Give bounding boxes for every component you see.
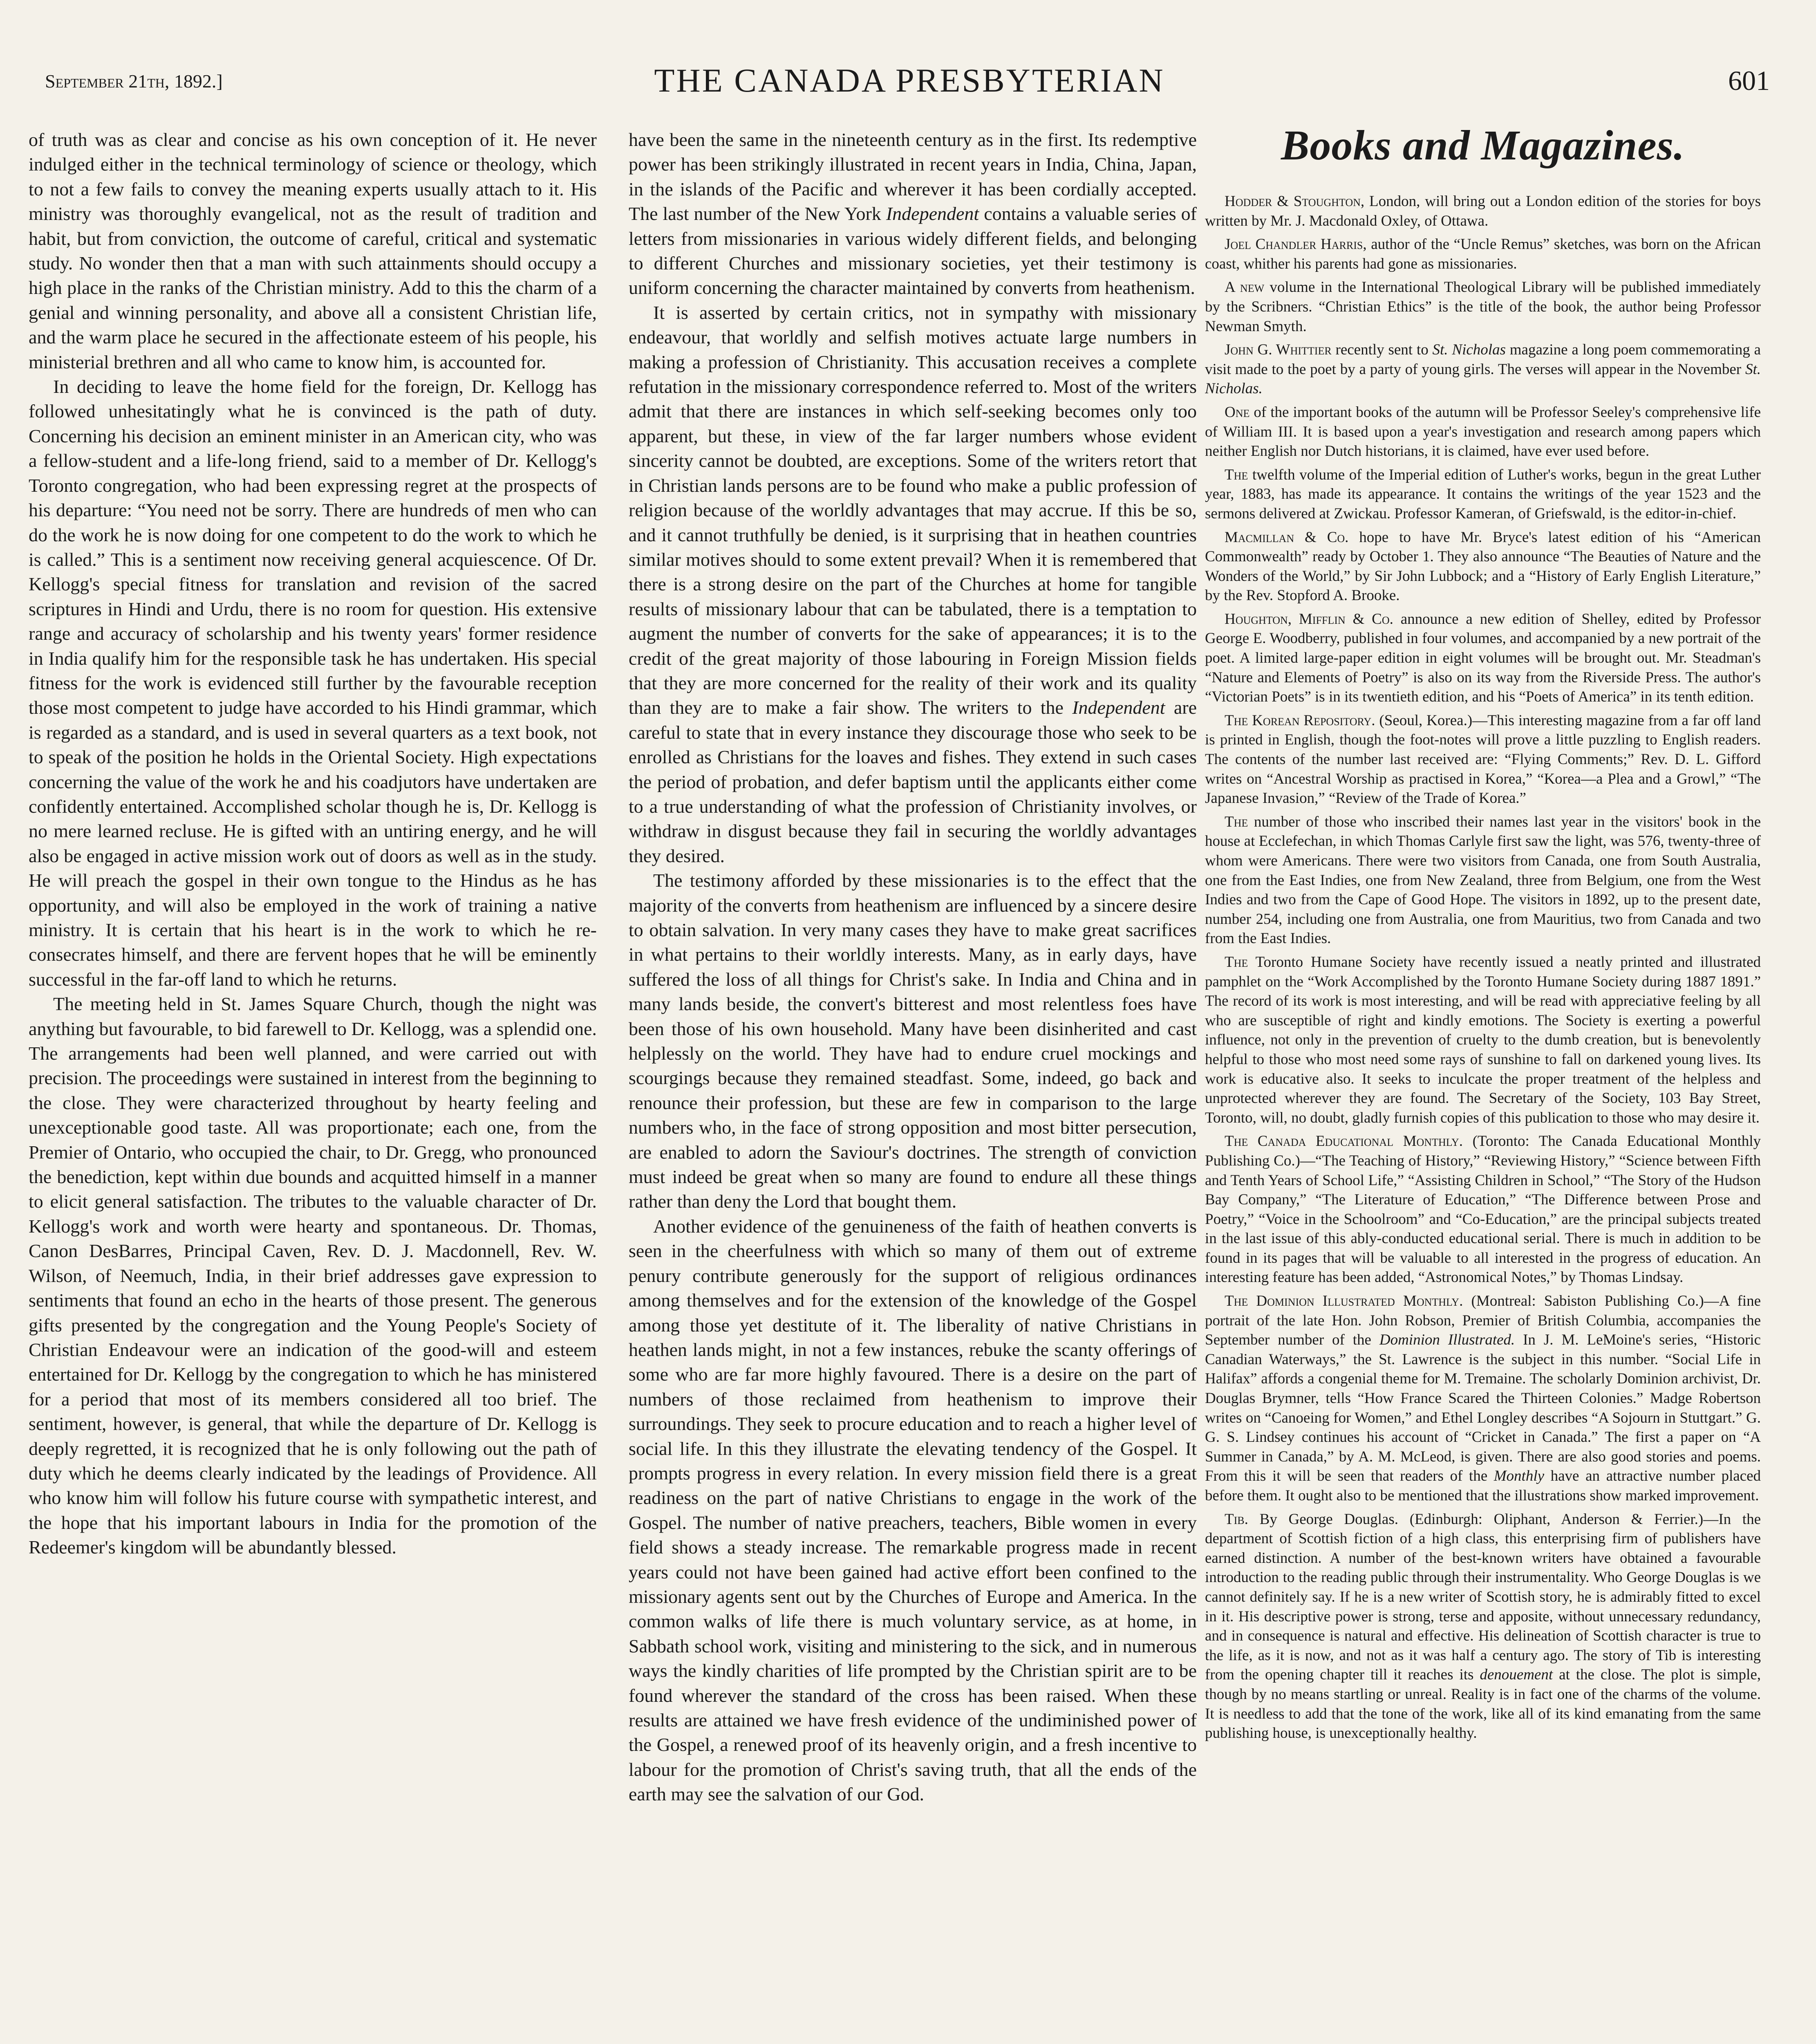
news-item: One of the important books of the autumn will be Professor Seeley's comprehensive life of William III. It is based upon a year's investigation and research among papers which neither English nor Dutch historians, it is claimed, have ever used before. xyxy=(1205,403,1761,460)
column-middle xyxy=(629,128,1197,2044)
news-item: The Dominion Illustrated Monthly. (Montreal: Sabiston Publishing Co.)—A fine portrait of the late Hon. John Robson, Premier of British Columbia, accompanies the September number of the Dominion Illustrated. In J. M. LeMoine's series, “Historic Canadian Waterways,” the St. Lawrence is the subject in this number. “Social Life in Halifax” affords a congenial theme for M. Tremaine. The scholarly Dominion archivist, Dr. Douglas Brymner, tells “How France Scared the Thirteen Colonies.” Madge Robertson writes on “Canoeing for Women,” and Ethel Longley describes “A Sojourn in Stuttgart.” G. G. S. Lindsey continues his account of “Cricket in Canada.” The first a paper on “A Summer in Canada,” by A. M. McLeod, is given. There are also good stories and poems. From this it will be seen that readers of the Monthly have an attractive number placed before them. It ought also to be mentioned that the illustrations show marked improvement. xyxy=(1205,1293,1761,1504)
news-item: The number of those who inscribed their names last year in the visitors' book in the house at Ecclefechan, in which Thomas Carlyle first saw the light, was 576, twenty-three of whom were Americans. There were two visitors from Canada, one from South Australia, one from the East Indies, one from New Zealand, three from Belgium, one from the West Indies and two from the Cape of Good Hope. The visitors in 1892, up to the present date, number 254, including one from Australia, one from Mauritius, two from Canada and two from the East Indies. xyxy=(1205,813,1761,947)
news-item: John G. Whittier recently sent to St. Nicholas magazine a long poem commemorating a visit made to the poet by a party of young girls. The verses will appear in the November St. Nicholas. xyxy=(1205,341,1761,397)
news-item: The Korean Repository. (Seoul, Korea.)—This interesting magazine from a far off land is printed in English, though the foot-notes will prove a little puzzling to English readers. The contents of the number last received are: “Flying Comments;” Rev. D. L. Gifford writes on “Ancestral Worship as practised in Korea,” “Korea—a Plea and a Growl,” “The Japanese Invasion,” “Review of the Trade of Korea.” xyxy=(1205,712,1761,807)
news-item: The twelfth volume of the Imperial edition of Luther's works, begun in the great Luther year, 1883, has made its appearance. It contains the writings of the year 1523 and the sermons delivered at Zwickau. Professor Kameran, of Griefswald, is the editor-in-chief. xyxy=(1205,466,1761,522)
article-paragraph: In deciding to leave the home field for the foreign, Dr. Kellogg has followed unhesitatingly what he is convinced is the path of duty. Concerning his decision an eminent minister in an American city, who was a fellow-student and a life-long friend, said to a member of Dr. Kellogg's Toronto congregation, who had been expressing regret at the prospects of his departure: “You need not be sorry. There are hundreds of men who can do the work he is now doing for one competent to do the work to which he is called.” This is a sentiment now receiving general acquiescence. Of Dr. Kellogg's special fitness for translation and revision of the sacred scriptures in Hindi and Urdu, there is no room for question. His extensive range and accuracy of scholarship and his twenty years' former residence in India qualify him for the responsible task he has undertaken. His special fitness for the work is evidenced still further by the favourable reception those most competent to judge have accorded to his Hindi grammar, which is regarded as a standard, and is used in several quarters as a text book, not to speak of the position he holds in the Oriental Society. High expectations concerning the value of the work he and his coadjutors have undertaken are confidently entertained. Accomplished scholar though he is, Dr. Kellogg is no mere learned recluse. He is gifted with an untiring energy, and he will also be engaged in active mission work out of doors as well as in the study. He will preach the gospel in their own tongue to the Hindus as he has opportunity, and will also be employed in the work of training a native ministry. It is certain that his heart is in the work to which he re-consecrates himself, and there are fervent hopes that he will be eminently successful in the far-off land to which he returns. xyxy=(29,376,597,990)
news-item: The Canada Educational Monthly. (Toronto: The Canada Educational Monthly Publishing Co.)—“The Teaching of History,” “Reviewing History,” “Science between Fifth and Tenth Years of School Life,” “Assisting Children in School,” “The Story of the Hudson Bay Company,” “The Literature of Education,” “The Difference between Prose and Poetry,” “Voice in the Schoolroom” and “Co-Education,” are the principal subjects treated in the last issue of this ably-conducted educational serial. There is much in addition to be found in its pages that will be valuable to all interested in the progress of education. An interesting feature has been added, “Astronomical Notes,” by Thomas Lindsay. xyxy=(1205,1133,1761,1286)
issue-date: September 21th, 1892.] xyxy=(45,71,223,92)
page-number: 601 xyxy=(1728,65,1770,96)
books-magazines-title: Books and Magazines. xyxy=(1281,122,1685,169)
news-item: Houghton, Mifflin & Co. announce a new edition of Shelley, edited by Professor George E. Woodberry, published in four volumes, and accompanied by a new portrait of the poet. A limited large-paper edition in eight volumes will be brought out. Mr. Steadman's “Nature and Elements of Poetry” is also on its way from the Riverside Press. The author's “Victorian Poets” is in its twentieth edition, and his “Poets of America” in its tenth edition. xyxy=(1205,610,1761,706)
article-paragraph: It is asserted by certain critics, not in sympathy with missionary endeavour, that worldly and selfish motives actuate large numbers in making a profession of Christianity. This accusation receives a complete refutation in the missionary correspondence referred to. Most of the writers admit that there are instances in which self-seeking becomes only too apparent, but these, in view of the far larger numbers whose evident sincerity cannot be doubted, are exceptions. Some of the writers retort that in Christian lands persons are to be found who make a public profession of religion because of the worldly advantages that may accrue. If this be so, and it cannot truthfully be denied, is it surprising that in heathen countries similar motives should to some extent prevail? When it is remembered that there is a strong desire on the part of the Churches at home for tangible results of missionary labour that can be tabulated, there is a temptation to augment the number of converts for the sake of appearances; it is to the credit of the great majority of those labouring in Foreign Mission fields that they are more concerned for the reality of their work and its quality than they are to make a fair show. The writers to the Independent are careful to state that in every instance they discourage those who seek to be enrolled as Christians for the loaves and fishes. They extend in such cases the period of probation, and defer baptism until the applicants either come to a true understanding of what the profession of Christianity involves, or withdraw in disgust because they fail in securing the worldly advantages they desired. xyxy=(629,302,1197,866)
news-item: A new volume in the International Theological Library will be published immediately by the Scribners. “Christian Ethics” is the title of the book, the author being Professor Newman Smyth. xyxy=(1205,279,1761,335)
page-header xyxy=(41,61,1778,102)
column-right xyxy=(1205,119,1761,2044)
news-item: The Toronto Humane Society have recently issued a neatly printed and illustrated pamphlet on the “Work Accomplished by the Toronto Humane Society during 1887 1891.” The record of its work is most interesting, and will be read with appreciative feeling by all who are susceptible of right and kindly emotions. The Society is exerting a powerful influence, not only in the prevention of cruelty to the dumb creation, but is benevolently helpful to those who most need some rays of sunshine to fall on darkened young lives. Its work is educative also. It seeks to inculcate the proper treatment of the helpless and unprotected wherever they are found. The Secretary of the Society, 103 Bay Street, Toronto, will, no doubt, gladly furnish copies of this publication to those who may desire it. xyxy=(1205,953,1761,1126)
article-paragraph: Another evidence of the genuineness of the faith of heathen converts is seen in the cheerfulness with which so many of them out of extreme penury contribute generously for the support of religious ordinances among themselves and for the extension of the knowledge of the Gospel among those yet destitute of it. The liberality of native Christians in heathen lands might, in not a few instances, rebuke the scanty offerings of some who are far more highly favoured. There is a desire on the part of numbers of those reclaimed from heathenism to improve their surroundings. They seek to procure education and to reach a higher level of social life. In this they illustrate the elevating tendency of the Gospel. It prompts progress in every relation. In every mission field there is a great readiness on the part of native Christians to engage in the work of the Gospel. The number of native preachers, teachers, Bible women in every field shows a steady increase. The remarkable progress made in recent years could not have been gained had active effort been confined to the missionary agents sent out by the Churches of Europe and America. In the common walks of life there is much voluntary service, as at home, in Sabbath school work, visiting and ministering to the sick, and in numerous ways the kindly charities of life prompted by the Christian spirit are to be found wherever the standard of the cross has been raised. When these results are attained we have fresh evidence of the undiminished power of the Gospel, a renewed proof of its heavenly origin, and a fresh incentive to labour for the promotion of Christ's saving truth, that all the ends of the earth may see the salvation of our God. xyxy=(629,1215,1197,1805)
news-item: Joel Chandler Harris, author of the “Uncle Remus” sketches, was born on the African coast, whither his parents had gone as missionaries. xyxy=(1205,236,1761,272)
column-left xyxy=(29,128,597,2044)
article-paragraph: The testimony afforded by these missionaries is to the effect that the majority of the converts from heathenism are influenced by a sincere desire to obtain salvation. In very many cases they have to make great sacrifices in what pertains to their worldly interests. Many, as in early days, have suffered the loss of all things for Christ's sake. In India and China and in many lands beside, the convert's bitterest and most relentless foes have been those of his own household. Many have been disinherited and cast helplessly on the world. They have had to endure cruel mockings and scourgings because they remained steadfast. Some, indeed, go back and renounce their profession, but these are few in comparison to the large numbers who, in the face of strong opposition and most bitter persecution, are enabled to adorn the Saviour's doctrines. The strength of conviction must indeed be great when so many are found to endure all these things rather than deny the Lord that bought them. xyxy=(629,870,1197,1212)
news-item: Macmillan & Co. hope to have Mr. Bryce's latest edition of his “American Commonwealth” ready by October 1. They also announce “The Beauties of Nature and the Wonders of the World,” by Sir John Lubbock; and a “History of Early English Literature,” by the Rev. Stopford A. Brooke. xyxy=(1205,529,1761,604)
news-item: Tib. By George Douglas. (Edinburgh: Oliphant, Anderson & Ferrier.)—In the department of Scottish fiction of a high class, this enterprising firm of publishers have earned distinction. A number of the best-known writers have obtained a favourable introduction to the reading public through their instrumentality. Who George Douglas is we cannot definitely say. If he is a new writer of Scottish story, he is admirably fitted to excel in it. His descriptive power is strong, terse and apposite, without unnecessary redundancy, and in consequence is natural and effective. His delineation of Scottish character is true to the life, as it is now, and not as it was half a century ago. The story of Tib is interesting from the opening chapter till it reaches its denouement at the close. The plot is simple, though by no means startling or unreal. Reality is in fact one of the charms of the volume. It is needless to add that the tone of the work, like all of its kind emanating from the same publishing house, is unexceptionally healthy. xyxy=(1205,1511,1761,1742)
news-item: Hodder & Stoughton, London, will bring out a London edition of the stories for boys written by Mr. J. Macdonald Oxley, of Ottawa. xyxy=(1205,193,1761,229)
article-paragraph: The meeting held in St. James Square Church, though the night was anything but favourable, to bid farewell to Dr. Kellogg, was a splendid one. The arrangements had been well planned, and were carried out with precision. The proceedings were sustained in interest from the beginning to the close. They were characterized throughout by hearty feeling and unexceptionable good taste. All was proportionate; each one, from the Premier of Ontario, who occupied the chair, to Dr. Gregg, who pronounced the benediction, kept within due bounds and acquitted himself in a manner to elicit general satisfaction. The tributes to the valuable character of Dr. Kellogg's work and worth were hearty and spontaneous. Dr. Thomas, Canon DesBarres, Principal Caven, Rev. D. J. Macdonnell, Rev. W. Wilson, of Neemuch, India, in their brief addresses gave expression to sentiments that found an echo in the hearts of those present. The generous gifts presented by the congregation and the Young People's Society of Christian Endeavour were an indication of the good-will and esteem entertained for Dr. Kellogg by the congregation to which he has ministered for a period that most of its members considered all too brief. The sentiment, however, is general, that while the departure of Dr. Kellogg is deeply regretted, it is recognized that he is only following out the path of duty which he deems clearly indicated by the leadings of Providence. All who know him will follow his future course with sympathetic interest, and the hope that his important labours in India for the promotion of the Redeemer's kingdom will be abundantly blessed. xyxy=(29,993,597,1558)
article-paragraph: have been the same in the nineteenth century as in the first. Its redemptive power has been strikingly illustrated in recent years in India, China, Japan, in the islands of the Pacific and wherever it has been cordially accepted. The last number of the New York Independent contains a valuable series of letters from missionaries in various widely different fields, and belonging to different Churches and missionary societies, yet their testimony is uniform concerning the character maintained by converts from heathenism. xyxy=(629,129,1197,298)
article-paragraph: of truth was as clear and concise as his own conception of it. He never indulged either in the technical terminology of science or theology, which to not a few fails to convey the meaning experts usually attach to it. His ministry was thoroughly evangelical, not as the result of tradition and habit, but from conviction, the outcome of careful, critical and systematic study. No wonder then that a man with such attainments should occupy a high place in the ranks of the Christian ministry. Add to this the charm of a genial and winning personality, and above all a consistent Christian life, and the warm place he secured in the affectionate esteem of his people, his ministerial brethren and all who came to know him, is accounted for. xyxy=(29,129,597,372)
masthead-title: THE CANADA PRESBYTERIAN xyxy=(654,62,1165,99)
